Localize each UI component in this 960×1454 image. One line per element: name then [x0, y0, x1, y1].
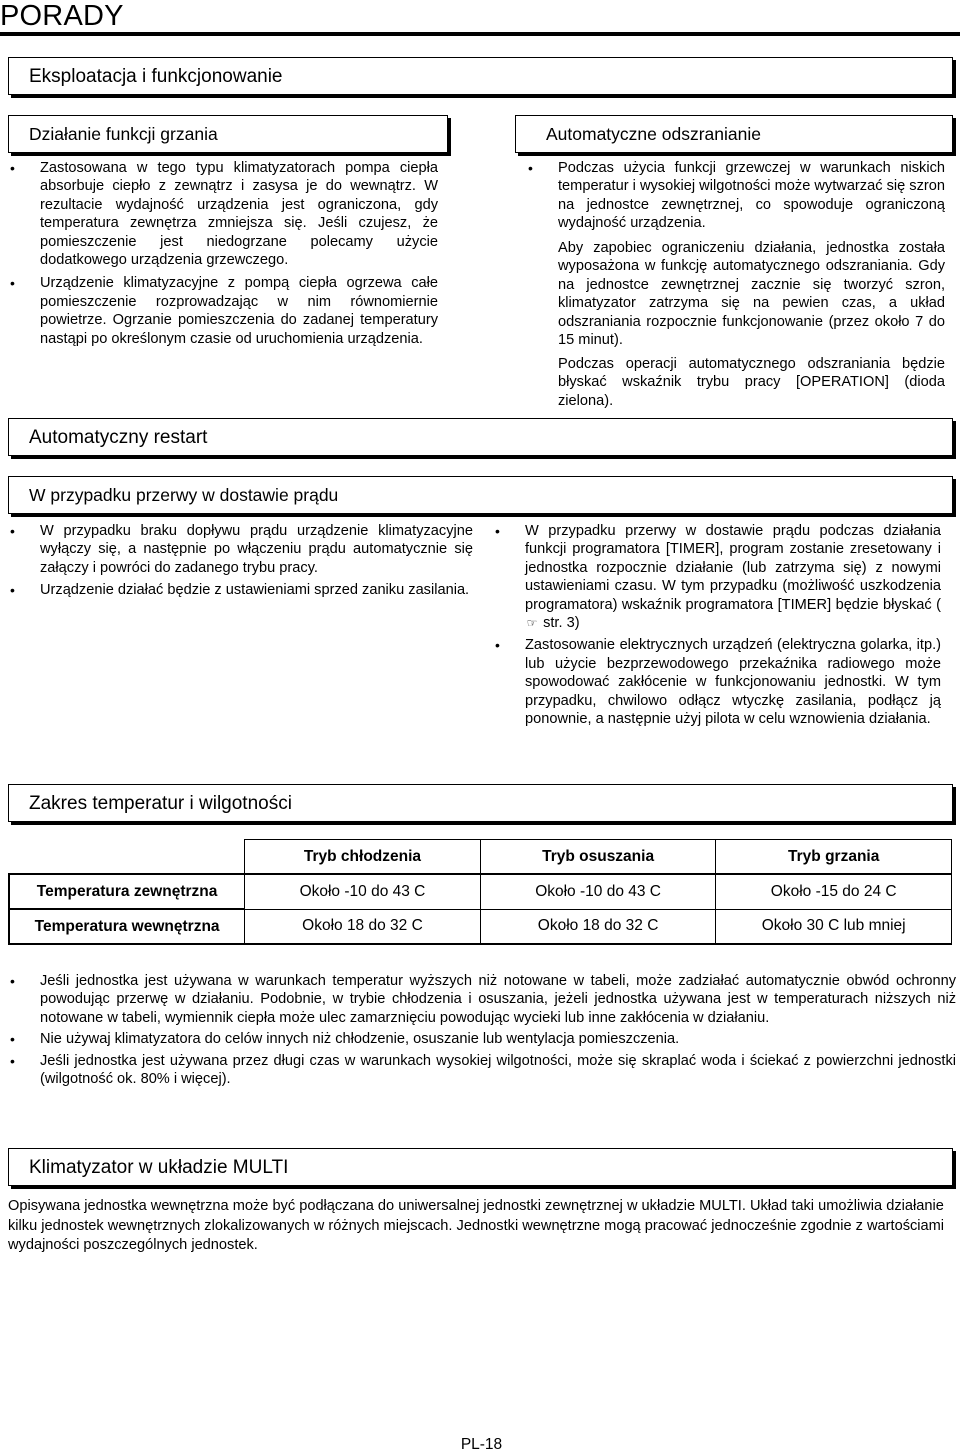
restart-header: [8, 418, 953, 456]
table-cell: Około -10 do 43 C: [245, 874, 481, 909]
header-cell: Tryb grzania: [716, 840, 952, 875]
heating-title: Działanie funkcji grzania: [29, 124, 218, 144]
range-header: [8, 784, 953, 822]
range-notes: [40, 972, 956, 1093]
page-number: PL-18: [460, 1436, 503, 1453]
restart-left-list: [40, 522, 473, 605]
defrost-list: [558, 159, 945, 238]
table-row: [9, 909, 952, 944]
table-cell: Około 18 do 32 C: [480, 909, 716, 944]
list-item: [525, 522, 941, 632]
multi-text: Opisywana jednostka wewnętrzna może być podłączana do uniwersalnej jednostki zewnętrznej w układzie MULTI. Układ taki umożliwia działanie kilku jednostek wewnętrznych zlokalizowanych w różnych miejscach. Jednostki wewnętrzne mogą pracować jednocześnie zgodnie z wartościami wydajności poszczególnych jednostek.: [8, 1198, 945, 1253]
range-table: [8, 839, 952, 945]
table-header-row: [9, 840, 952, 875]
multi-header: [8, 1148, 953, 1186]
defrost-title: Automatyczne odszranianie: [546, 124, 761, 144]
section-header-operation: [8, 57, 953, 95]
list-item: • Urządzenie klimatyzacyjne z pompą ciepła ogrzewa całe pomieszczenie rozprowadzając w nim równomiernie powietrze. Ogrzanie pomieszczenia do zadanej temperatury nastąpi po określonym czasie od uruchomienia urządzenia.: [40, 274, 438, 348]
timer-note-text: W przypadku przerwy w dostawie prądu podczas działania funkcji programatora [TIMER], program zostanie zresetowany i jednostka rozpocznie działanie (lub zatrzyma się) z nowymi ustawieniami czasu. W tym przypadku (możliwość uszkodzenia programatora) wskaźnik programatora [TIMER] będzie błyskać (: [525, 523, 941, 613]
table-cell: Około -10 do 43 C: [480, 874, 716, 909]
table-cell: Około 18 do 32 C: [245, 909, 481, 944]
list-item: • Podczas użycia funkcji grzewczej w warunkach niskich temperatur i wysokiej wilgotności może wytwarzać się szron na jednostce zewnętrznej, co spowoduje ograniczoną wydajność urządzenia.: [558, 159, 945, 233]
heating-header: [8, 115, 448, 153]
range-title: Zakres temperatur i wilgotności: [29, 793, 292, 814]
multi-title: Klimatyzator w układzie MULTI: [29, 1157, 289, 1178]
table-cell: Około 30 C lub mniej: [716, 909, 952, 944]
restart-title: Automatyczny restart: [29, 427, 208, 448]
defrost-header: [515, 115, 953, 153]
row-label: Temperatura wewnętrzna: [9, 909, 245, 944]
power-failure-title: W przypadku przerwy w dostawie prądu: [29, 485, 339, 505]
page-reference: str. 3): [543, 615, 580, 632]
heating-list: [40, 159, 438, 353]
restart-right-list: [525, 522, 941, 733]
list-item: • Nie używaj klimatyzatora do celów innych niż chłodzenie, osuszanie lub wentylacja pomieszczenia.: [40, 1030, 956, 1048]
header-cell: Tryb chłodzenia: [245, 840, 481, 875]
row-label: Temperatura zewnętrzna: [9, 874, 245, 909]
list-item: • W przypadku braku dopływu prądu urządzenie klimatyzacyjne wyłączy się, a następnie po włączeniu prądu automatycznie się załączy i powróci do zadanego trybu pracy.: [40, 522, 473, 577]
table-cell: Około -15 do 24 C: [716, 874, 952, 909]
title-rule: [0, 32, 960, 36]
table-row: [9, 874, 952, 909]
section-title: Eksploatacja i funkcjonowanie: [29, 66, 283, 87]
empty-cell: [9, 840, 245, 875]
list-item: • Jeśli jednostka jest używana w warunkach temperatur wyższych niż notowane w tabeli, może zadziałać automatycznie obwód ochronny powodując przerwę w działaniu. Podobnie, w trybie chłodzenia i osuszania, jeżeli jednostka używana jest w temperaturach niższych niż notowane w tabeli, wymiennik ciepła może ulec zamarznięciu powodując wycieki lub inne zakłócenia w działaniu.: [40, 972, 956, 1027]
pointing-hand-icon: ☞: [526, 616, 538, 631]
header-cell: Tryb osuszania: [480, 840, 716, 875]
page-title: PORADY: [0, 0, 124, 32]
defrost-paragraph: Podczas operacji automatycznego odszraniania będzie błyskać wskaźnik trybu pracy [OPERATION] (dioda zielona).: [558, 356, 945, 409]
list-item: • Urządzenie działać będzie z ustawieniami sprzed zaniku zasilania.: [40, 581, 473, 599]
list-item: • Jeśli jednostka jest używana przez długi czas w warunkach wysokiej wilgotności, może się skraplać woda i ściekać z powierzchni jednostki (wilgotność ok. 80% i więcej).: [40, 1052, 956, 1089]
list-item: • Zastosowanie elektrycznych urządzeń (elektryczna golarka, itp.) lub użycie bezprzewodowego przekaźnika radiowego może spowodować zakłócenie w funkcjonowaniu jednostki. W tym przypadku, chwilowo odłącz wtyczkę zasilania, podłącz ją ponownie, a następnie użyj pilota w celu wznowienia działania.: [525, 636, 941, 728]
power-failure-header: [8, 476, 953, 514]
list-item: • Zastosowana w tego typu klimatyzatorach pompa ciepła absorbuje ciepło z zewnątrz i zasysa je do wewnątrz. W rezultacie wydajność urządzenia jest ograniczona, gdy temperatura zewnętrza zmniejsza się. Jeśli czujesz, że pomieszczenie jest niedogrzane polecamy użycie dodatkowego urządzenia grzewczego.: [40, 159, 438, 269]
defrost-paragraph: Aby zapobiec ograniczeniu działania, jednostka została wyposażona w funkcję automatycznego odszraniania. Gdy na jednostce zewnętrznej zacznie się tworzyć szron, klimatyzator zatrzyma się na pewien czas, a układ odszraniania rozpocznie funkcjonowanie (przez około 7 do 15 minut).: [558, 240, 945, 349]
